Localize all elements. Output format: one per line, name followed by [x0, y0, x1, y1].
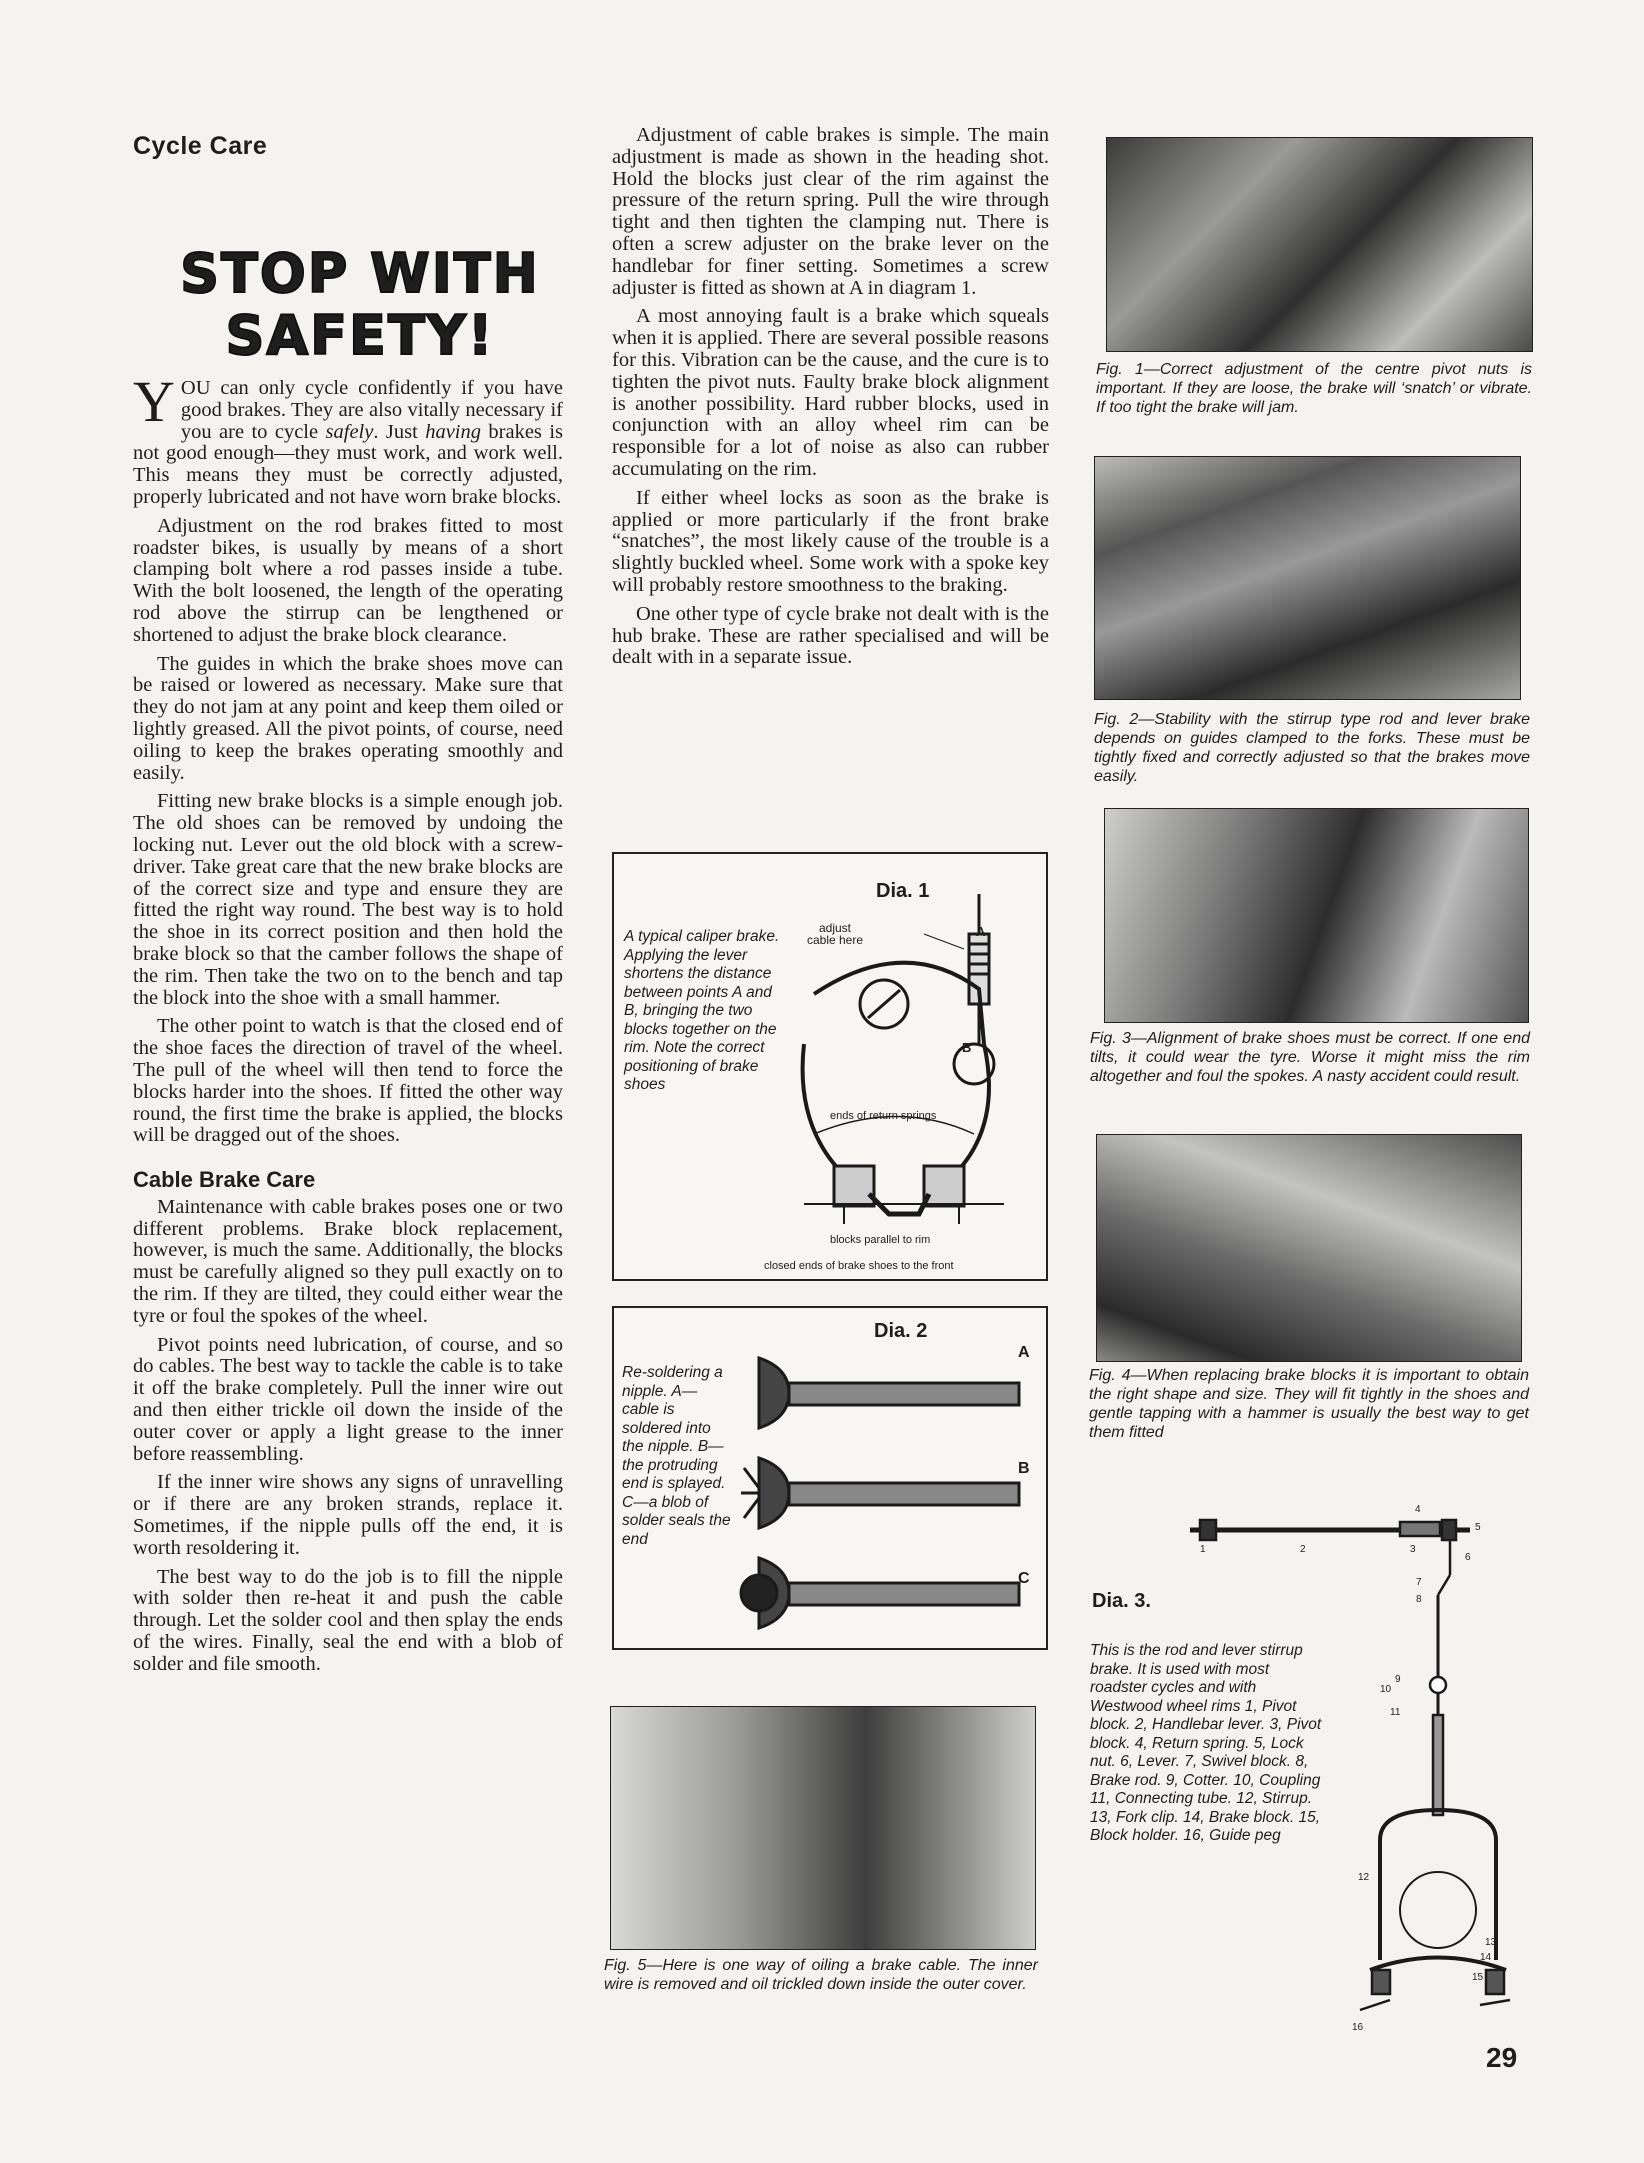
diagram-1 [612, 852, 1048, 1281]
body-paragraph: Adjustment of cable brakes is simple. The main adjustment is made as shown in the heading shot. Hold the blocks just clear of the rim against the pressure of the return spring. Pull the wire through tight and then tighten the clamping nut. There is often a screw adjuster on the brake lever on the handlebar for finer setting. Sometimes a screw adjuster is fitted as shown at A in diagram 1. [612, 124, 1049, 299]
article-column-2 [612, 125, 1049, 676]
figure-1-caption: Fig. 1—Correct adjustment of the centre pivot nuts is important. If they are loose, the brake will ‘snatch’ or vibrate. If too tight the brake will jam. [1096, 361, 1532, 416]
part-number-2: 2 [1300, 1544, 1306, 1555]
caliper-brake-drawing [774, 894, 1044, 1274]
diagram-1-blocks-label: blocks parallel to rim [830, 1234, 931, 1246]
body-paragraph: The best way to do the job is to fill the nipple with solder then re-heat it and push the cable through. Let the solder cool and then splay the ends of the wires. Finally, seal the end with a blob of solder and file smooth. [133, 1565, 563, 1675]
body-paragraph: The guides in which the brake shoes move can be raised or lowered as necessary. Make sure that they do not jam at any point and keep them oiled or lightly greased. All the pivot points, of course, need oiling to keep the brakes operating smoothly and easily. [133, 652, 563, 784]
nipple-soldering-drawing [739, 1328, 1039, 1638]
intro-paragraph: YOU can only cycle confidently if you have good brakes. They are also vitally necessary if you are to cycle safely. Just having brakes is not good enough—they must work, and work well. This means they must be correctly adjusted, properly lubricated and not have worn brake blocks. [133, 369, 563, 508]
part-number-13: 13 [1485, 1937, 1497, 1948]
body-paragraph: Pivot points need lubrication, of course, and so do cables. The best way to tackle the cable is to take it off the brake completely. Pull the inner wire out and then either trickle oil down the inside of the outer cover or apply a light grease to the inner before reassembling. [133, 1333, 563, 1465]
figure-1-photo [1106, 137, 1533, 352]
part-number-15: 15 [1472, 1972, 1484, 1983]
drop-cap: Y [133, 369, 175, 434]
body-paragraph: If the inner wire shows any signs of unravelling or if there are any broken strands, replace it. Sometimes, if the nipple pulls off the end, it is worth resoldering it. [133, 1471, 563, 1559]
part-number-5: 5 [1475, 1522, 1481, 1533]
part-number-10: 10 [1380, 1684, 1392, 1695]
page-number: 29 [1486, 2042, 1518, 2073]
part-number-11: 11 [1390, 1707, 1401, 1718]
diagram-2-label: Dia. 2 [874, 1320, 928, 1342]
diagram-2-caption: Re-soldering a nipple. A—cable is soldered into the nipple. B—the protruding end is splayed. C—a blob of solder seals the end [622, 1364, 731, 1548]
figure-5-caption: Fig. 5—Here is one way of oiling a brake cable. The inner wire is removed and oil trickled down inside the outer cover. [604, 1957, 1038, 1993]
part-number-12: 12 [1358, 1872, 1370, 1883]
body-paragraph: The other point to watch is that the closed end of the shoe faces the direction of travel of the wheel. The pull of the wheel will then tend to force the blocks harder into the shoes. If fitted the other way round, the first time the brake is applied, the blocks will be dragged out of the shoes. [133, 1015, 563, 1147]
body-paragraph: Maintenance with cable brakes poses one or two different problems. Brake block replacement, however, is much the same. Additionally, the blocks must be carefully aligned so they pull exactly on to the rim. If they are tilted, they could either wear the tyre or foul the spokes of the wheel. [133, 1195, 563, 1327]
part-number-3: 3 [1410, 1544, 1416, 1555]
figure-3-caption: Fig. 3—Alignment of brake shoes must be correct. If one end tilts, it could wear the tyre. Worse it might miss the rim altogether and foul the spokes. A nasty accident could result. [1090, 1030, 1530, 1085]
diagram-3-caption: This is the rod and lever stirrup brake. It is used with most roadster cycles and with Westwood wheel rims 1, Pivot block. 2, Handlebar lever. 3, Pivot block. 4, Return spring. 5, Lock nut. 6, Lever. 7, Swivel block. 8, Brake rod. 9, Cotter. 10, Coupling 11, Connecting tube. 12, Stirrup. 13, Fork clip. 14, Brake block. 15, Block holder. 16, Guide peg [1090, 1642, 1322, 1844]
part-number-7: 7 [1416, 1577, 1422, 1588]
figure-4-caption: Fig. 4—When replacing brake blocks it is important to obtain the right shape and size. They will fit tightly in the shoes and gentle tapping with a hammer is usually the best way to get them fitted [1089, 1367, 1529, 1441]
part-number-8: 8 [1416, 1594, 1422, 1605]
figure-2-caption: Fig. 2—Stability with the stirrup type rod and lever brake depends on guides clamped to the forks. These must be tightly fixed and correctly adjusted so that the brakes move easily. [1094, 711, 1530, 785]
diagram-1-point-b: B [962, 1040, 972, 1055]
headline [150, 243, 570, 367]
figure-5-photo [610, 1706, 1036, 1950]
diagram-2-label-a: A [1018, 1344, 1030, 1361]
diagram-1-point-a: A [976, 924, 986, 939]
part-number-1: 1 [1200, 1544, 1206, 1555]
part-number-4: 4 [1415, 1504, 1421, 1515]
diagram-2-label-c: C [1018, 1570, 1030, 1587]
part-number-6: 6 [1465, 1552, 1471, 1563]
headline-line-2: SAFETY! [225, 304, 495, 367]
article-column-1 [133, 369, 563, 1683]
body-paragraph: If either wheel locks as soon as the brake is applied or more particularly if the front brake “snatches”, the most likely cause of the trouble is a slightly buckled wheel. Some work with a spoke key will probably restore smoothness to the braking. [612, 486, 1049, 596]
diagram-2-label-b: B [1018, 1460, 1030, 1477]
part-number-16: 16 [1352, 2022, 1364, 2033]
figure-2-photo [1094, 456, 1521, 700]
diagram-1-adjust-label: adjust cable here [806, 921, 864, 947]
body-paragraph: One other type of cycle brake not dealt with is the hub brake. These are rather specialised and will be dealt with in a separate issue. [612, 602, 1049, 669]
diagram-3-label: Dia. 3. [1092, 1590, 1151, 1612]
body-paragraph: Adjustment on the rod brakes fitted to most roadster bikes, is usually by means of a short clamping bolt where a rod passes inside a tube. With the bolt loosened, the length of the operating rod above the stirrup can be lengthened or shortened to adjust the brake block clearance. [133, 514, 563, 646]
part-number-9: 9 [1395, 1674, 1401, 1685]
part-number-14: 14 [1480, 1952, 1492, 1963]
section-title: Cycle Care [133, 132, 268, 160]
subhead-cable-brake-care: Cable Brake Care [133, 1167, 316, 1193]
body-paragraph: Fitting new brake blocks is a simple enough job. The old shoes can be removed by undoing the locking nut. Lever out the old block with a screw-driver. Take great care that the new brake blocks are of the correct size and type and ensure they are fitted the right way round. The best way is to hold the shoe in its correct position and then hold the brake block so that the camber follows the shape of the rim. Then take the two on to the bench and tap the block into the shoe with a small hammer. [133, 790, 563, 1009]
figure-3-photo [1104, 808, 1529, 1023]
body-paragraph: A most annoying fault is a brake which squeals when it is applied. There are several possible reasons for this. Vibration can be the cause, and the cure is to tighten the pivot nuts. Faulty brake block alignment is another possibility. Hard rubber blocks, used in conjunction with an alloy wheel rim can be responsible for a lot of noise as also can rubber accumulating on the rim. [612, 305, 1049, 480]
figure-4-photo [1096, 1134, 1522, 1362]
stirrup-brake-drawing [1180, 1500, 1520, 2040]
diagram-1-closed-ends-label: closed ends of brake shoes to the front [764, 1260, 954, 1272]
diagram-1-springs-label: ends of return springs [830, 1110, 937, 1122]
diagram-2 [612, 1306, 1048, 1650]
diagram-1-label: Dia. 1 [876, 880, 930, 902]
headline-line-1: STOP WITH [180, 242, 540, 305]
diagram-1-caption: A typical caliper brake. Applying the lever shortens the distance between points A and B, bringing the two blocks together on the rim. Note the correct positioning of brake shoes [624, 928, 780, 1093]
